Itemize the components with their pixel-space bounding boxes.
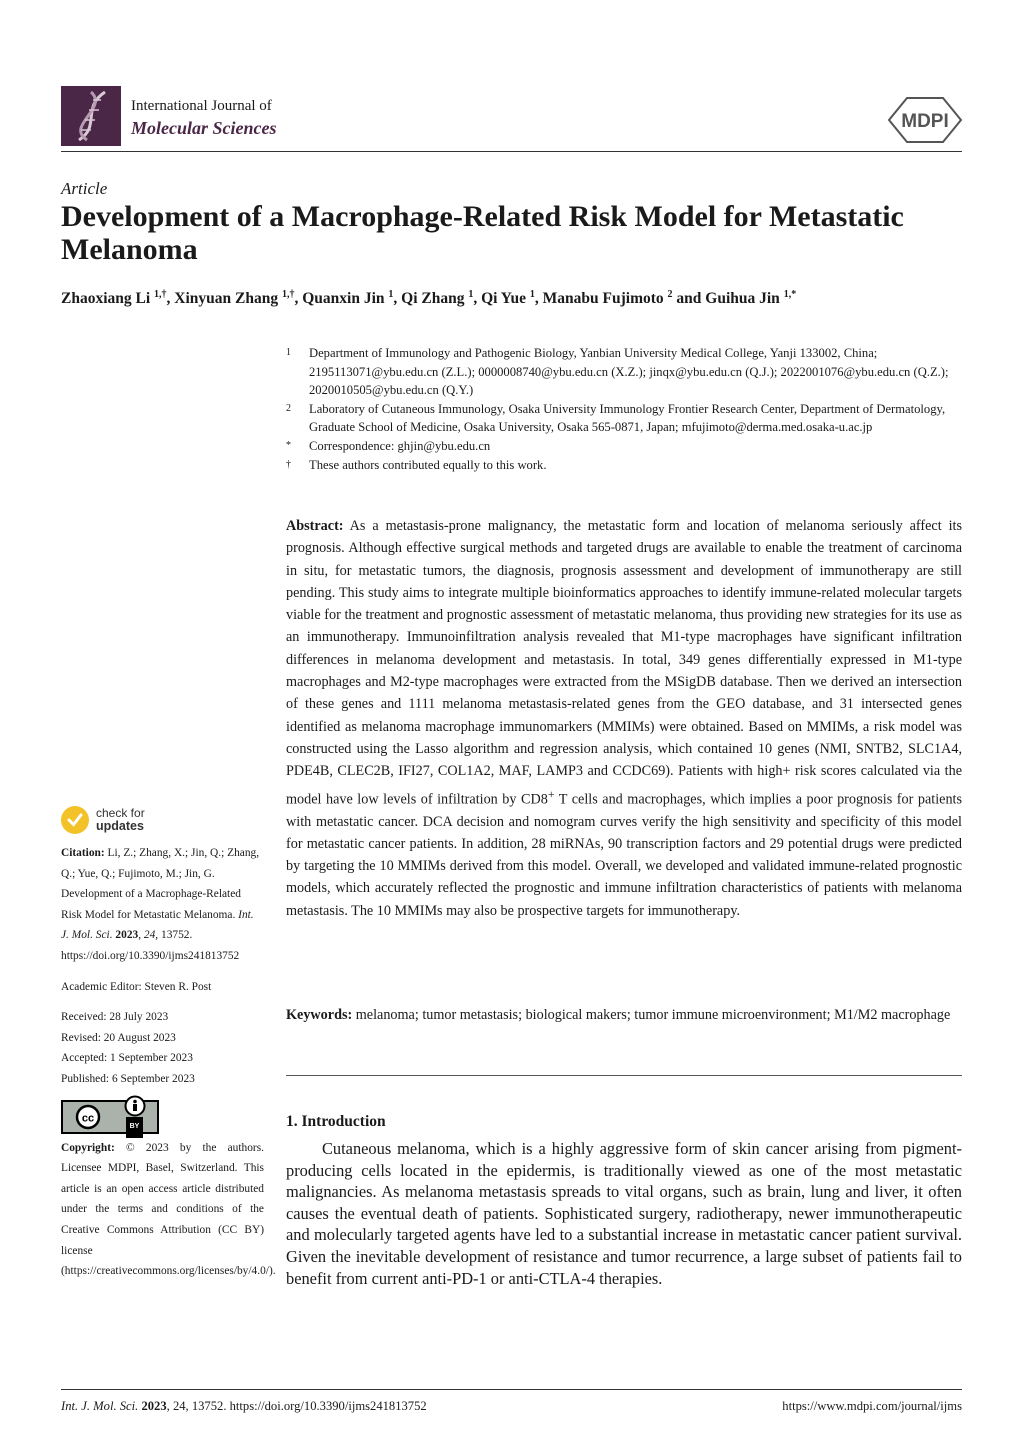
check-for-updates-button[interactable] bbox=[61, 806, 145, 834]
affiliation-mark: 2 bbox=[286, 402, 291, 414]
keywords bbox=[286, 1004, 962, 1026]
creative-commons-icon bbox=[75, 1104, 101, 1130]
date-accepted: Accepted: 1 September 2023 bbox=[61, 1052, 193, 1065]
author-name[interactable]: Manabu Fujimoto bbox=[542, 290, 668, 308]
affiliation-item bbox=[286, 437, 966, 456]
dna-helix-icon bbox=[61, 86, 121, 146]
author-name[interactable]: Zhaoxiang Li bbox=[61, 290, 155, 308]
mdpi-hexagon-icon bbox=[887, 96, 963, 144]
abstract-superscript: + bbox=[547, 786, 555, 801]
affiliations bbox=[286, 344, 966, 474]
article-type: Article bbox=[61, 179, 108, 198]
citation-label: Citation: bbox=[61, 847, 105, 859]
date-received: Received: 28 July 2023 bbox=[61, 1011, 169, 1024]
check-updates-icon bbox=[61, 806, 89, 834]
affiliation-mark: * bbox=[286, 439, 291, 451]
author-separator: , bbox=[393, 290, 402, 308]
author-name[interactable]: Quanxin Jin bbox=[302, 290, 389, 308]
affiliation-mark: † bbox=[286, 458, 291, 470]
svg-text:cc: cc bbox=[81, 1112, 94, 1125]
affiliation-item bbox=[286, 344, 966, 400]
author-separator: , bbox=[534, 290, 543, 308]
section-heading-introduction: 1. Introduction bbox=[286, 1113, 386, 1130]
copyright-label: Copyright: bbox=[61, 1141, 115, 1154]
affiliation-item bbox=[286, 400, 966, 437]
author-affiliation-mark: 1,* bbox=[783, 289, 797, 300]
author-affiliation-mark: 1 bbox=[468, 289, 474, 300]
footer-divider bbox=[61, 1389, 962, 1390]
author-separator: , bbox=[294, 290, 303, 308]
footer-doi[interactable]: , 24, 13752. https://doi.org/10.3390/ijms241813752 bbox=[166, 1399, 427, 1413]
footer-citation bbox=[61, 1399, 427, 1414]
author-separator: and bbox=[672, 290, 706, 308]
citation-doi[interactable]: , 13752. https://doi.org/10.3390/ijms241813752 bbox=[61, 929, 240, 962]
copyright-text: © 2023 by the authors. Licensee MDPI, Basel, Switzerland. This article is an open access article distributed under the terms and conditions of the Creative Commons Attribution (CC BY) license (https://creativecommons.org/licenses/by/4.0/). bbox=[61, 1141, 276, 1278]
copyright-notice bbox=[61, 1138, 276, 1282]
affiliation-item bbox=[286, 456, 966, 475]
affiliation-mark: 1 bbox=[286, 347, 291, 358]
date-revised: Revised: 20 August 2023 bbox=[61, 1031, 176, 1044]
affiliation-text: Laboratory of Cutaneous Immunology, Osaka University Immunology Frontier Research Center, Department of Dermatology, Graduate School of Medicine, Osaka University, Osaka 565-0871, Japan; mfujimoto@derma.med.osaka-u.ac.jp bbox=[309, 401, 946, 435]
cc-by-label: BY bbox=[126, 1117, 144, 1138]
author-separator: , bbox=[473, 290, 482, 308]
citation-text: Li, Z.; Zhang, X.; Jin, Q.; Zhang, Q.; Yue, Q.; Fujimoto, M.; Jin, G. Development of a Macrophage-Related Risk Model for Metastatic Melanoma. bbox=[61, 847, 260, 921]
author-affiliation-mark: 1 bbox=[529, 289, 535, 300]
author-affiliation-mark: 2 bbox=[667, 289, 673, 300]
header-divider bbox=[61, 151, 962, 152]
affiliation-text: Correspondence: ghjin@ybu.edu.cn bbox=[309, 438, 491, 453]
article-sidebar bbox=[61, 843, 276, 1282]
mdpi-logo-text: MDPI bbox=[901, 111, 949, 132]
author-name[interactable]: Qi Zhang bbox=[401, 290, 469, 308]
author-name[interactable]: Xinyuan Zhang bbox=[174, 290, 282, 308]
author-separator: , bbox=[166, 290, 175, 308]
author-affiliation-mark: 1 bbox=[388, 289, 394, 300]
author-list bbox=[61, 285, 961, 309]
keywords-text: melanoma; tumor metastasis; biological makers; tumor immune microenvironment; M1/M2 macrophage bbox=[352, 1007, 951, 1023]
abstract-text-part1: As a metastasis-prone malignancy, the metastatic form and location of melanoma seriously affect its prognosis. Although effective surgical methods and targeted drugs are available to enable the treatment of carcinoma in situ, for metastatic tumors, the diagnosis, prognosis assessment and development of immunotherapy are still pending. This study aims to integrate multiple bioinformatics approaches to identify immune-related molecular targets viable for the treatment and prognostic assessment of metastatic melanoma, thus providing new strategies for its use as an immunotherapy. Immunoinfiltration analysis revealed that M1-type macrophages have significant infiltration differences in melanoma development and metastasis. In total, 349 genes differentially expressed in M1-type macrophages and M2-type macrophages were extracted from the MSigDB database. Then we derived an intersection of these genes and 1111 melanoma metastasis-related genes from the GEO database, and 31 intersected genes identified as melanoma macrophage immunomarkers (MMIMs) were obtained. Based on MMIMs, a risk model was constructed using the Lasso algorithm and regression analysis, which contained 10 genes (NMI, SNTB2, SLC1A4, PDE4B, CLEC2B, IFI27, COL1A2, MAF, LAMP3 and CCDC69). Patients with high+ risk scores calculated via the model have low levels of infiltration by CD8 bbox=[286, 518, 962, 808]
affiliation-text: These authors contributed equally to this work. bbox=[309, 457, 547, 472]
attribution-person-icon bbox=[124, 1095, 146, 1117]
abstract bbox=[286, 515, 962, 922]
citation-year: 2023 bbox=[115, 929, 139, 942]
keywords-label: Keywords: bbox=[286, 1007, 353, 1023]
affiliation-text: Department of Immunology and Pathogenic Biology, Yanbian University Medical College, Yanji 133002, China; 2195113071@ybu.edu.cn (Z.L.); 0000008740@ybu.edu.cn (X.Z.); jinqx@ybu.edu.cn (Q.J.); 2022001076@ybu.edu.cn (Q.Z.); 2020010505@ybu.edu.cn (Q.Y.) bbox=[309, 346, 949, 398]
journal-logo bbox=[61, 86, 121, 146]
author-name[interactable]: Qi Yue bbox=[481, 290, 530, 308]
journal-name-line1: International Journal of bbox=[131, 98, 272, 114]
citation-journal: Int. J. Mol. Sci. bbox=[61, 908, 254, 942]
abstract-label: Abstract: bbox=[286, 518, 344, 534]
citation-volume: 24 bbox=[143, 929, 156, 942]
cc-by-license-badge[interactable] bbox=[61, 1100, 159, 1134]
journal-name-line2: Molecular Sciences bbox=[131, 118, 277, 138]
check-updates-line2: updates bbox=[96, 819, 144, 833]
article-title: Development of a Macrophage-Related Risk Model for Metastatic Melanoma bbox=[61, 200, 904, 266]
footer-journal: Int. J. Mol. Sci. bbox=[61, 1399, 139, 1413]
author-affiliation-mark: 1,† bbox=[154, 289, 167, 300]
check-updates-line1: check for bbox=[96, 806, 145, 820]
abstract-text-part2: T cells and macrophages, which implies a poor prognosis for patients with metastatic cancer. DCA decision and nomogram curves verify the high sensitivity and specificity of this model for metastatic cancer patients. In addition, 28 miRNAs, 90 transcription factors and 29 potential drugs were predicted by targeting the 10 MMIMs derived from this model. Overall, we developed and validated immune-related prognostic models, which accurately reflected the prognostic and immune infiltration characteristics of patients with melanoma metastasis. The 10 MMIMs may also be prospective targets for immunotherapy. bbox=[286, 791, 963, 919]
author-name[interactable]: Guihua Jin bbox=[705, 290, 784, 308]
introduction-paragraph: Cutaneous melanoma, which is a highly aggressive form of skin cancer arising from pigment-producing cells located in the epidermis, is traditionally viewed as one of the most metastatic malignancies. As melanoma metastasis spreads to vital organs, such as brain, lung and liver, it often causes the eventual death of patients. Sophisticated surgery, radiotherapy, newer immunotherapeutic and molecularly targeted agents have led to a substantial increase in metastatic cancer patient survival. Given the inevitable development of resistance and tumor recurrence, a large subset of patients fail to benefit from current anti-PD-1 or anti-CTLA-4 therapies. bbox=[286, 1139, 962, 1288]
academic-editor: Academic Editor: Steven R. Post bbox=[61, 980, 212, 993]
footer-journal-url[interactable]: https://www.mdpi.com/journal/ijms bbox=[782, 1399, 962, 1413]
abstract-divider bbox=[286, 1075, 962, 1076]
mdpi-logo[interactable] bbox=[887, 96, 963, 149]
author-affiliation-mark: 1,† bbox=[281, 289, 295, 300]
citation: Citation: Li, Z.; Zhang, X.; Jin, Q.; Zhang, Q.; Yue, Q.; Fujimoto, M.; Jin, G. Development of a Macrophage-Related Risk Model for Metastatic Melanoma. Int. J. Mol. Sci. 2023, 24, 13752. https://doi.org/10.3390/ijms241813752 bbox=[61, 847, 260, 962]
date-published: Published: 6 September 2023 bbox=[61, 1072, 195, 1085]
footer-year: 2023 bbox=[141, 1399, 167, 1413]
